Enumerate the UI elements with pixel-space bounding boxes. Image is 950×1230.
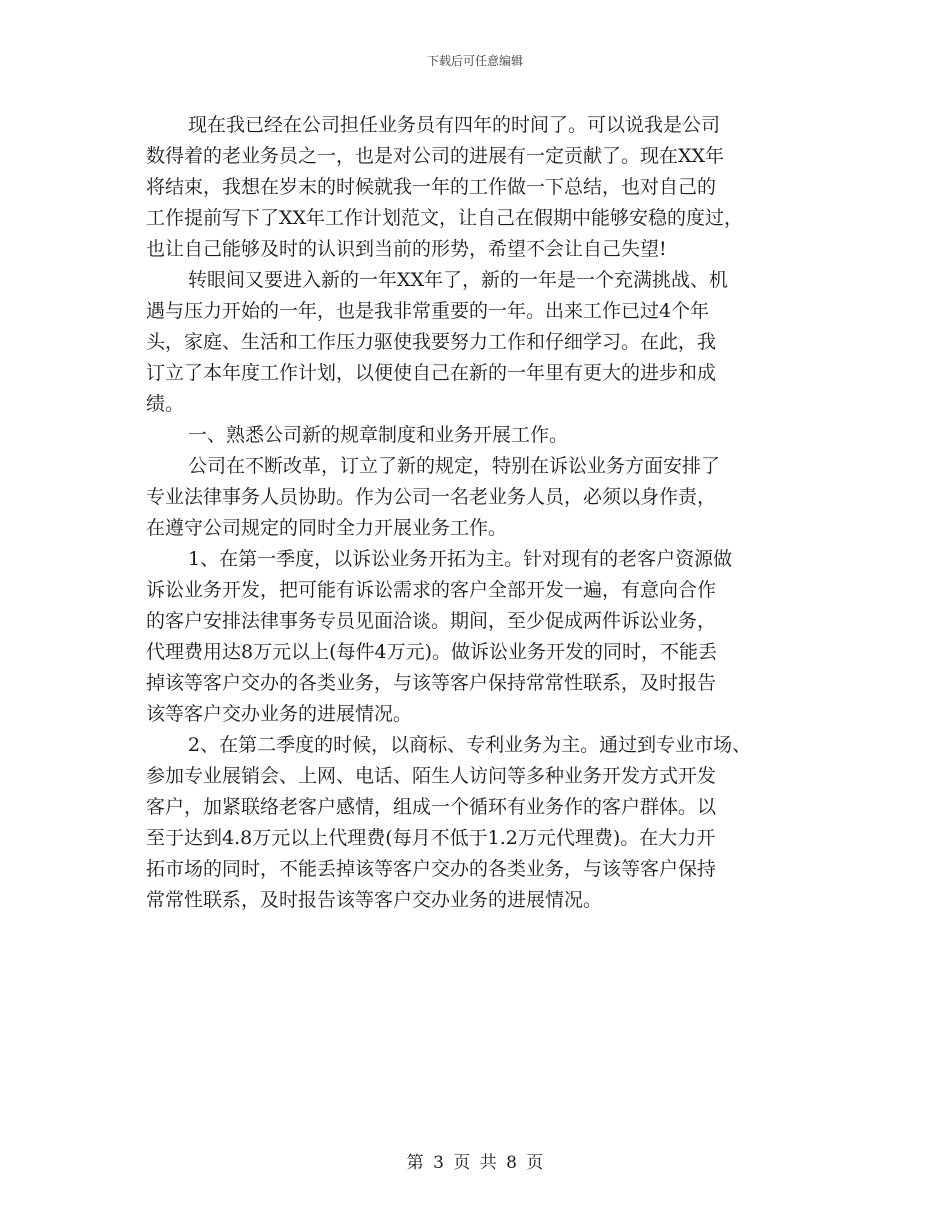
paragraph-line: 将结束，我想在岁末的时候就我一年的工作做一下总结，也对自己的 [146, 176, 717, 198]
paragraph-line: 工作提前写下了XX年工作计划范文，让自己在假期中能够安稳的度过， [146, 207, 744, 229]
paragraph-line: 1、在第一季度，以诉讼业务开拓为主。针对现有的老客户资源做 [188, 548, 733, 570]
paragraph-line: 拓市场的同时，不能丢掉该等客户交办的各类业务，与该等客户保持 [146, 858, 717, 880]
paragraph-line: 的客户安排法律事务专员见面洽谈。期间，至少促成两件诉讼业务， [146, 610, 717, 632]
paragraph-line: 2、在第二季度的时候，以商标、专利业务为主。通过到专业市场、 [188, 734, 752, 756]
page-number-footer: 第 3 页 共 8 页 [406, 1153, 544, 1173]
paragraph-line: 诉讼业务开发，把可能有诉讼需求的客户全部开发一遍，有意向合作 [146, 579, 717, 601]
paragraph-line: 专业法律事务人员协助。作为公司一名老业务人员，必须以身作责， [146, 486, 717, 508]
paragraph-line: 参加专业展销会、上网、电话、陌生人访问等多种业务开发方式开发 [146, 765, 717, 787]
paragraph-line: 也让自己能够及时的认识到当前的形势，希望不会让自己失望! [146, 238, 667, 260]
paragraph-line: 至于达到4.8万元以上代理费(每月不低于1.2万元代理费)。在大力开 [146, 827, 716, 849]
paragraph-line: 遇与压力开始的一年，也是我非常重要的一年。出来工作已过4个年 [146, 300, 710, 322]
paragraph-line: 在遵守公司规定的同时全力开展业务工作。 [146, 517, 508, 539]
paragraph-line: 代理费用达8万元以上(每件4万元)。做诉讼业务开发的同时，不能丢 [146, 641, 718, 663]
paragraph-line: 现在我已经在公司担任业务员有四年的时间了。可以说我是公司 [188, 114, 721, 136]
paragraph-line: 绩。 [146, 393, 185, 415]
paragraph-line: 掉该等客户交办的各类业务，与该等客户保持常常性联系，及时报告 [146, 672, 717, 694]
paragraph-line: 订立了本年度工作计划，以便使自己在新的一年里有更大的进步和成 [146, 362, 717, 384]
paragraph-line: 头，家庭、生活和工作压力驱使我要努力工作和仔细学习。在此，我 [146, 331, 717, 353]
page-header: 下载后可任意编辑 [426, 54, 523, 68]
paragraph-line: 数得着的老业务员之一，也是对公司的进展有一定贡献了。现在XX年 [146, 145, 725, 167]
paragraph-line: 转眼间又要进入新的一年XX年了，新的一年是一个充满挑战、机 [188, 269, 729, 291]
document-body [146, 110, 826, 916]
section-heading: 一、熟悉公司新的规章制度和业务开展工作。 [188, 424, 569, 446]
paragraph-line: 客户，加紧联络老客户感情，组成一个循环有业务作的客户群体。以 [146, 796, 717, 818]
paragraph-line: 常常性联系，及时报告该等客户交办业务的进展情况。 [146, 889, 603, 911]
paragraph-line: 该等客户交办业务的进展情况。 [146, 703, 413, 725]
paragraph-line: 公司在不断改革，订立了新的规定，特别在诉讼业务方面安排了 [188, 455, 721, 477]
